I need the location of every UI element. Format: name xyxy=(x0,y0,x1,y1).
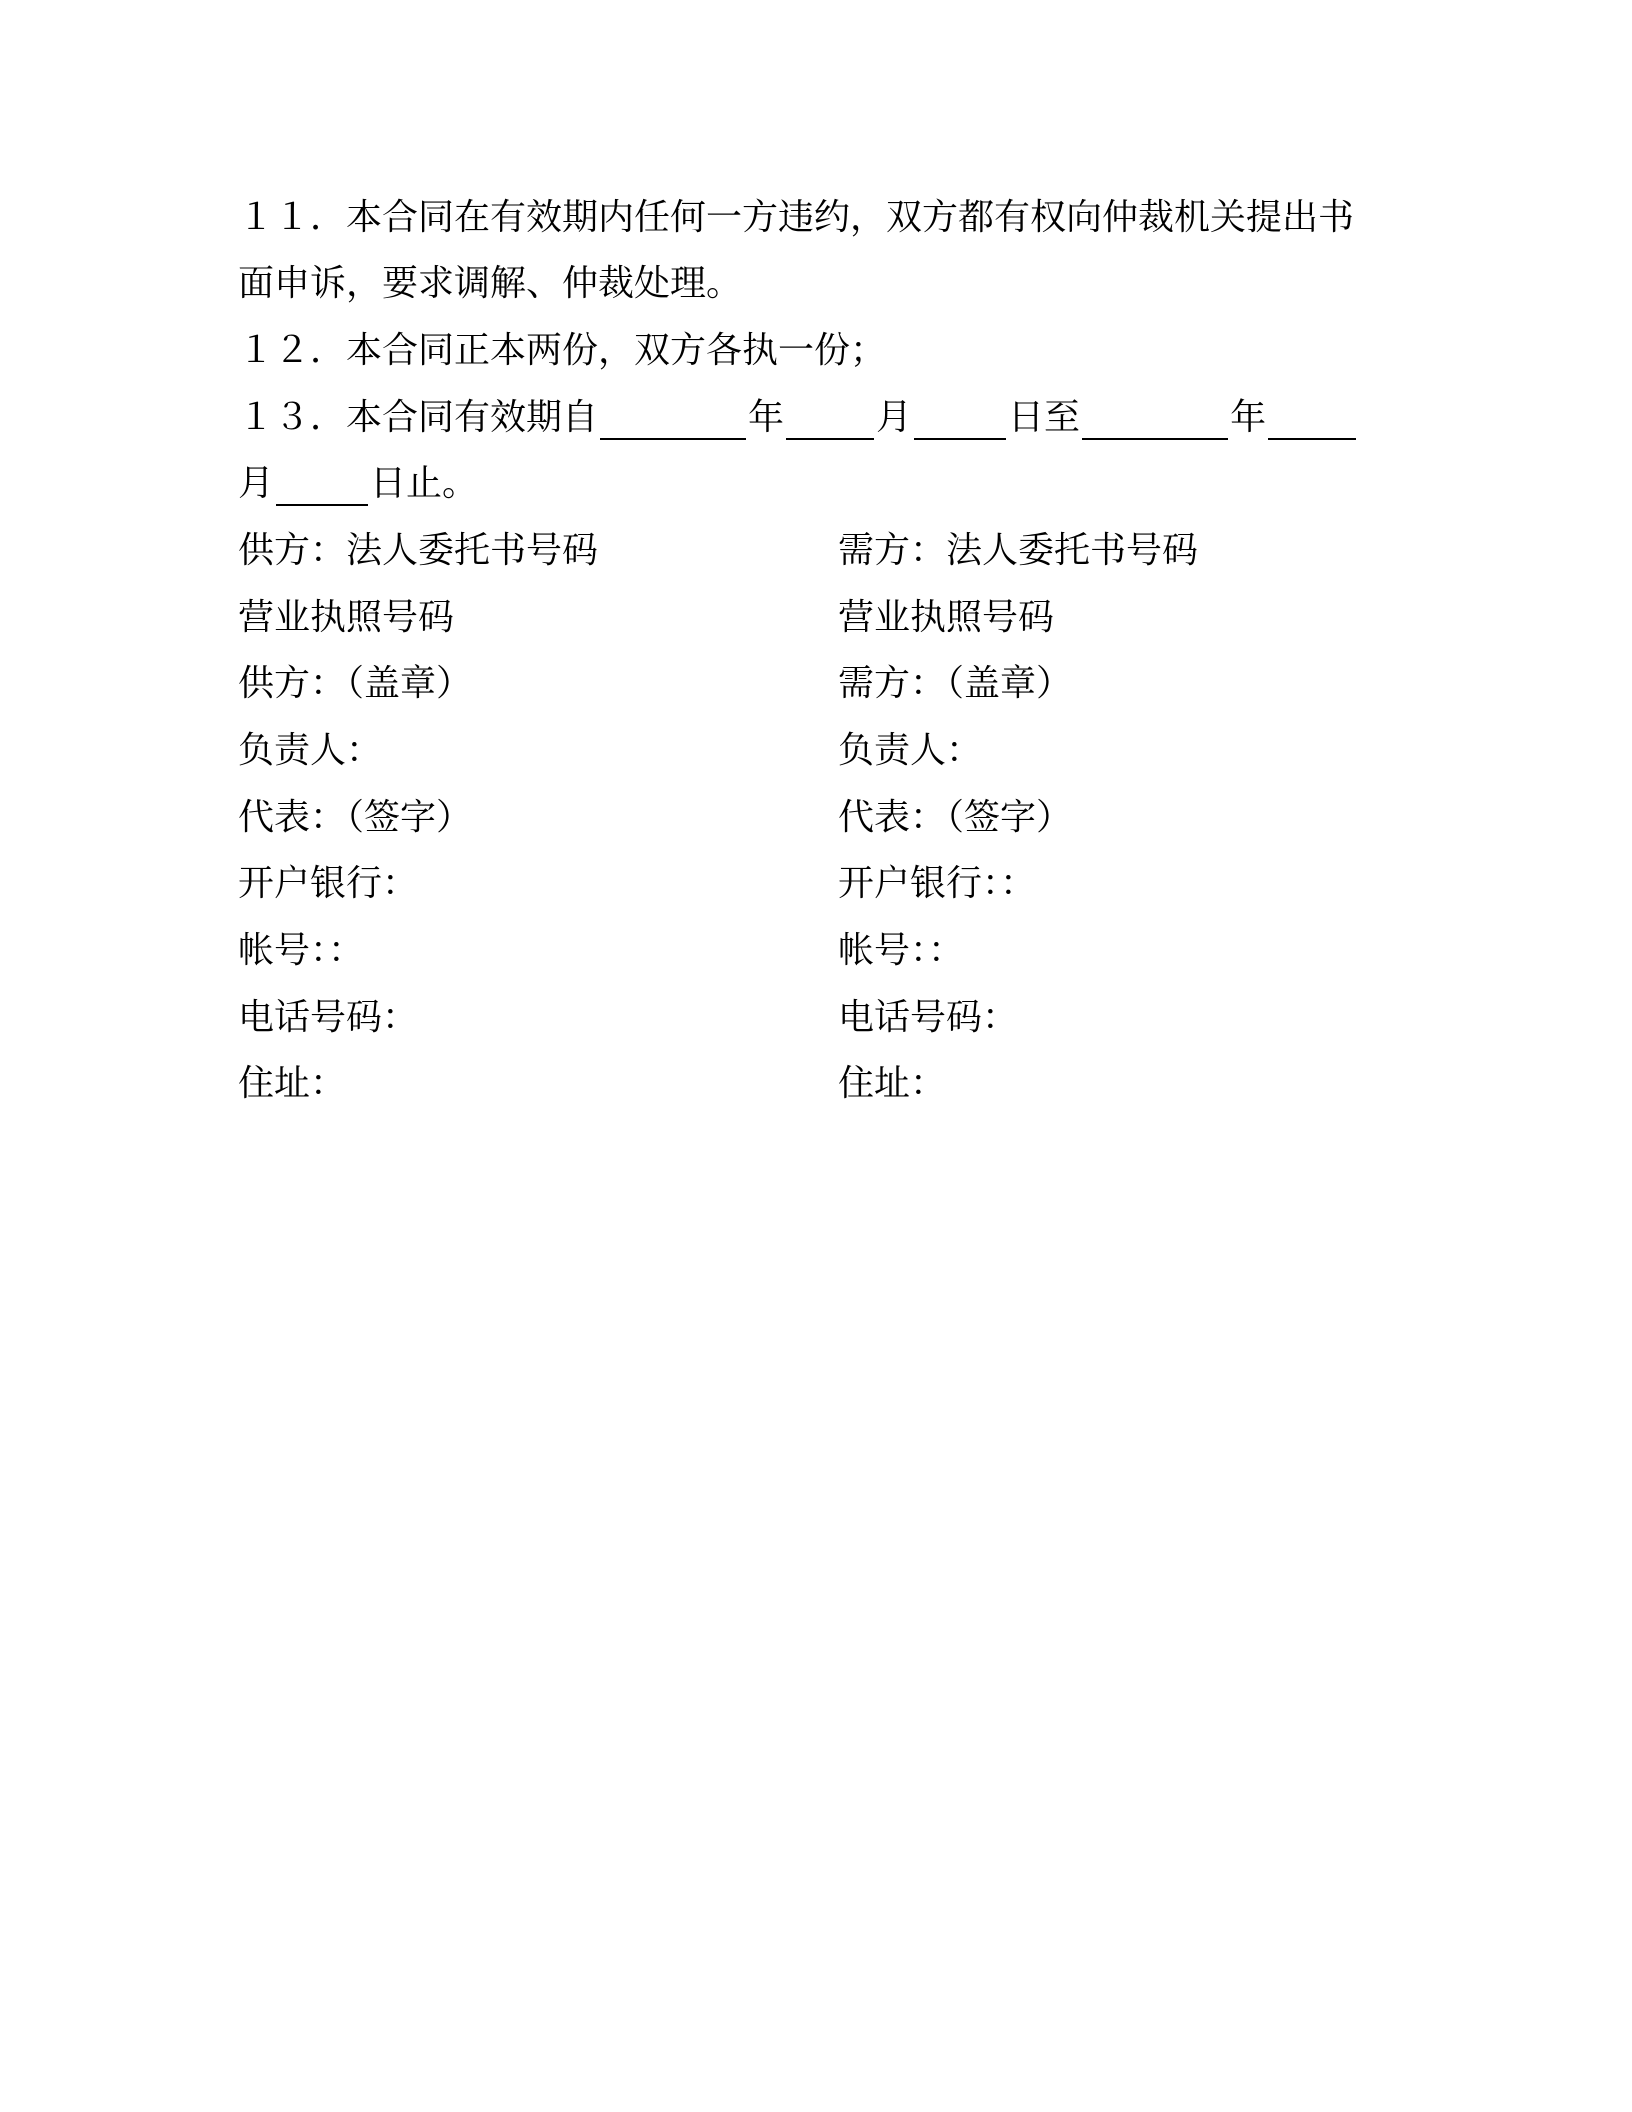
signature-row xyxy=(0,529,1632,573)
buyer-business-license-no: 营业执照号码 xyxy=(838,597,1055,638)
clause-11-line-2: 面申诉，要求调解、仲裁处理。 xyxy=(238,263,743,304)
supplier-representative-signature: 代表：（签字） xyxy=(238,797,473,838)
clause-12: １２．本合同正本两份，双方各执一份； xyxy=(238,330,887,371)
buyer-representative-signature: 代表：（签字） xyxy=(838,797,1073,838)
blank-start-day[interactable] xyxy=(914,398,1006,440)
signature-row xyxy=(0,862,1632,906)
buyer-bank: 开户银行：： xyxy=(838,863,1037,904)
year-label-2: 年 xyxy=(1230,397,1267,438)
buyer-power-of-attorney-no: 需方：法人委托书号码 xyxy=(838,530,1199,571)
supplier-address: 住址： xyxy=(238,1063,347,1104)
signature-row xyxy=(0,1062,1632,1106)
blank-end-month-part[interactable] xyxy=(1268,398,1356,440)
signature-row xyxy=(0,929,1632,973)
supplier-power-of-attorney-no: 供方：法人委托书号码 xyxy=(238,530,599,571)
signature-row xyxy=(0,996,1632,1040)
signature-row xyxy=(0,796,1632,840)
buyer-phone: 电话号码： xyxy=(838,997,1019,1038)
buyer-address: 住址： xyxy=(838,1063,947,1104)
signature-row xyxy=(0,729,1632,773)
month-label-1: 月 xyxy=(876,397,913,438)
supplier-phone: 电话号码： xyxy=(238,997,419,1038)
supplier-seal: 供方：（盖章） xyxy=(238,663,473,704)
buyer-account-no: 帐号：： xyxy=(838,930,965,971)
supplier-business-license-no: 营业执照号码 xyxy=(238,597,455,638)
buyer-seal: 需方：（盖章） xyxy=(838,663,1073,704)
clause-11-line-1: １１．本合同在有效期内任何一方违约，双方都有权向仲裁机关提出书 xyxy=(238,197,1355,238)
supplier-bank: 开户银行： xyxy=(238,863,419,904)
end-label: 日止。 xyxy=(370,463,479,504)
blank-start-year[interactable] xyxy=(600,398,746,440)
clause-13-prefix: １３．本合同有效期自 xyxy=(238,397,599,438)
clause-13-line-2 xyxy=(238,462,478,506)
supplier-person-in-charge: 负责人： xyxy=(238,730,383,771)
signature-row xyxy=(0,662,1632,706)
supplier-account-no: 帐号：： xyxy=(238,930,365,971)
blank-end-year[interactable] xyxy=(1082,398,1228,440)
day-to-label: 日至 xyxy=(1008,397,1081,438)
month-label-2: 月 xyxy=(238,463,275,504)
blank-end-day[interactable] xyxy=(276,464,368,506)
buyer-person-in-charge: 负责人： xyxy=(838,730,983,771)
signature-row xyxy=(0,596,1632,640)
clause-13-line-1 xyxy=(238,396,1358,440)
year-label-1: 年 xyxy=(748,397,785,438)
blank-start-month[interactable] xyxy=(786,398,874,440)
